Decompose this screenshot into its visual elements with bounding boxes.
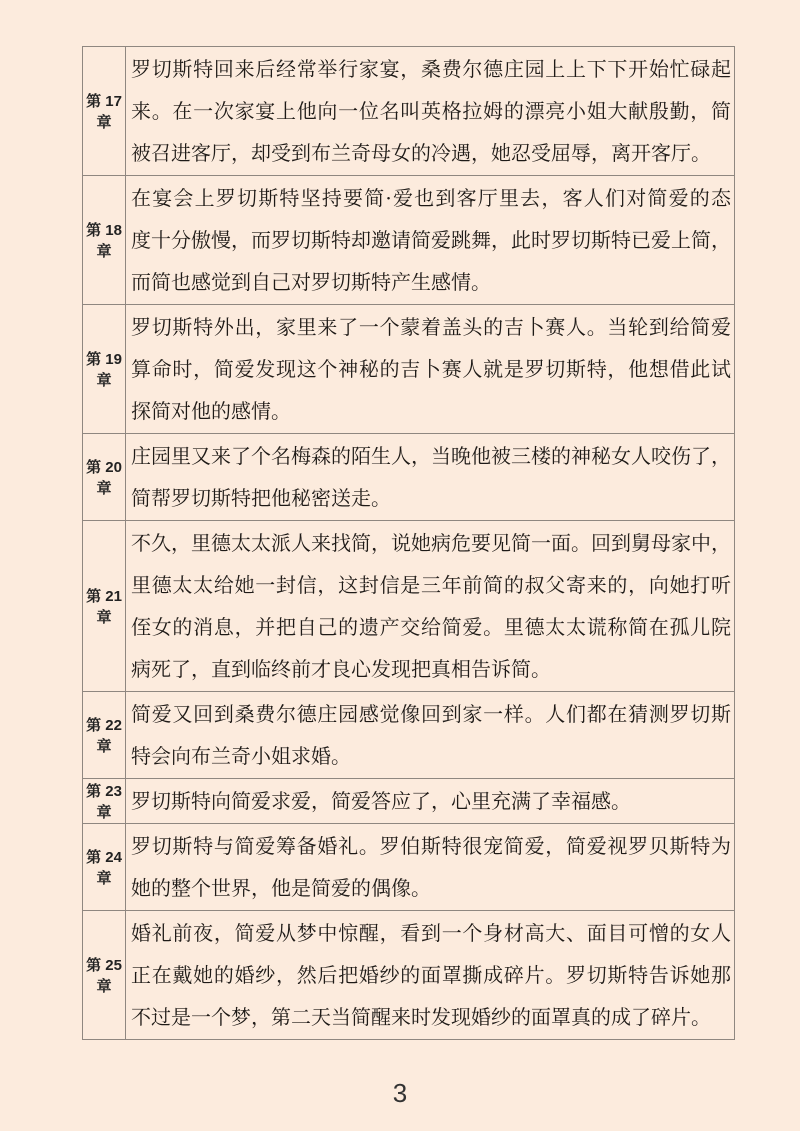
summary-line: 在宴会上罗切斯特坚持要简·爱也到客厅里去，客人们对简爱的态 [131, 186, 731, 210]
summary-line: 度十分傲慢，而罗切斯特却邀请简爱跳舞，此时罗切斯特已爱上简， [131, 228, 731, 252]
chapter-label: 第 17 章 [83, 47, 126, 176]
summary-line: 简帮罗切斯特把他秘密送走。 [131, 486, 391, 510]
summary-line: 罗切斯特向简爱求爱，简爱答应了，心里充满了幸福感。 [131, 789, 631, 813]
chapter-summary [126, 779, 735, 824]
chapter-summary [126, 521, 735, 692]
chapter-label: 第 23 章 [83, 779, 126, 824]
table-row [83, 824, 735, 911]
summary-line: 特会向布兰奇小姐求婚。 [131, 744, 351, 768]
table-row [83, 521, 735, 692]
page-number: 3 [392, 1078, 408, 1108]
summary-line: 来。在一次家宴上他向一位名叫英格拉姆的漂亮小姐大献殷勤，简 [131, 99, 731, 123]
summary-line: 罗切斯特外出，家里来了一个蒙着盖头的吉卜赛人。当轮到给简爱 [131, 315, 731, 339]
chapter-label: 第 24 章 [83, 824, 126, 911]
chapter-summary [126, 824, 735, 911]
chapter-summary [126, 692, 735, 779]
summary-line: 罗切斯特与简爱筹备婚礼。罗伯斯特很宠简爱，简爱视罗贝斯特为 [131, 834, 731, 858]
table-row [83, 779, 735, 824]
chapter-summary [126, 434, 735, 521]
chapter-summary [126, 911, 735, 1040]
summary-line: 正在戴她的婚纱，然后把婚纱的面罩撕成碎片。罗切斯特告诉她那 [131, 963, 731, 987]
table-row [83, 176, 735, 305]
summary-line: 而简也感觉到自己对罗切斯特产生感情。 [131, 270, 491, 294]
table-row [83, 692, 735, 779]
chapter-label: 第 25 章 [83, 911, 126, 1040]
summary-line: 被召进客厅，却受到布兰奇母女的冷遇，她忍受屈辱，离开客厅。 [131, 141, 711, 165]
summary-line: 不久，里德太太派人来找简，说她病危要见简一面。回到舅母家中， [131, 531, 731, 555]
summary-line: 侄女的消息，并把自己的遗产交给简爱。里德太太谎称简在孤儿院 [131, 615, 731, 639]
summary-line: 庄园里又来了个名梅森的陌生人，当晚他被三楼的神秘女人咬伤了， [131, 444, 731, 468]
summary-line: 算命时，简爱发现这个神秘的吉卜赛人就是罗切斯特，他想借此试 [131, 357, 731, 381]
summary-line: 她的整个世界，他是简爱的偶像。 [131, 876, 431, 900]
chapter-summary [126, 47, 735, 176]
table-row [83, 305, 735, 434]
summary-line: 简爱又回到桑费尔德庄园感觉像回到家一样。人们都在猜测罗切斯 [131, 702, 731, 726]
chapter-summary [126, 305, 735, 434]
summary-line: 里德太太给她一封信，这封信是三年前简的叔父寄来的，向她打听 [131, 573, 731, 597]
chapter-label: 第 22 章 [83, 692, 126, 779]
chapter-label: 第 18 章 [83, 176, 126, 305]
summary-line: 婚礼前夜，简爱从梦中惊醒，看到一个身材高大、面目可憎的女人 [131, 921, 731, 945]
chapter-summary-table [82, 46, 735, 1040]
chapter-summary [126, 176, 735, 305]
chapter-label: 第 21 章 [83, 521, 126, 692]
table-row [83, 434, 735, 521]
chapter-label: 第 20 章 [83, 434, 126, 521]
summary-line: 罗切斯特回来后经常举行家宴，桑费尔德庄园上上下下开始忙碌起 [131, 57, 731, 81]
summary-line: 病死了，直到临终前才良心发现把真相告诉简。 [131, 657, 551, 681]
summary-line: 不过是一个梦，第二天当简醒来时发现婚纱的面罩真的成了碎片。 [131, 1005, 711, 1029]
table-row [83, 47, 735, 176]
table-row [83, 911, 735, 1040]
chapter-label: 第 19 章 [83, 305, 126, 434]
summary-line: 探简对他的感情。 [131, 399, 291, 423]
